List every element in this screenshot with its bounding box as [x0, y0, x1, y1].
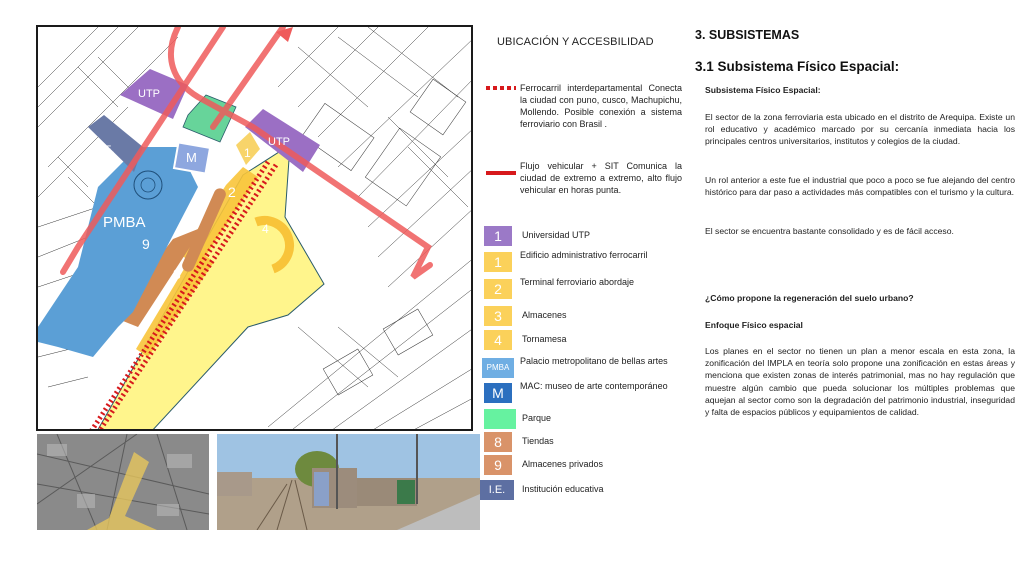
legend-swatch: 4 — [484, 330, 512, 350]
subsection-heading: Subsistema Físico Espacial: — [705, 85, 821, 95]
legend-item — [484, 358, 694, 378]
legend-title: UBICACIÓN Y ACCESBILIDAD — [497, 36, 654, 48]
label-utp-left: UTP — [138, 88, 160, 100]
site-map — [36, 25, 473, 431]
label-1: 1 — [244, 146, 251, 160]
legend-swatch — [484, 409, 516, 429]
legend-road — [486, 160, 682, 212]
label-8: 8 — [198, 196, 206, 212]
label-pmba: PMBA — [103, 214, 146, 231]
label-ie: I.E. — [98, 144, 115, 156]
legend-label: Tornamesa — [522, 334, 567, 344]
legend-label: Institución educativa — [522, 484, 604, 494]
legend-label: Parque — [522, 413, 552, 423]
paragraph-2: Un rol anterior a este fue el industrial que poco a poco se fue alejando del centro histórico para dar paso a actividades más compatibles con el turismo y la cultura. — [705, 175, 1015, 198]
legend-swatch: 1 — [484, 252, 512, 272]
legend-swatch: 9 — [484, 455, 512, 475]
legend-label: Tiendas — [522, 436, 554, 446]
label-2: 2 — [228, 184, 236, 200]
legend-item — [484, 409, 694, 429]
aerial-photo — [37, 434, 209, 530]
legend-item — [484, 330, 694, 350]
legend-rail — [486, 82, 682, 144]
approach-text: Los planes en el sector no tienen un plan a menor escala en esta zona, la zonificación del IMPLA en teoría solo propone una zonificación en estas áreas y menciona que existen zonas de interés patrimonial, mas no hay regulación que muestre algún cambio que pueda solucionar los múltiples problemas que aquejan al sector como son la degradación del patrimonio industrial, inseguridad y falta de espacios públicos y equipamientos de calidad. — [705, 346, 1015, 418]
legend-label: Terminal ferroviario abordaje — [520, 277, 635, 287]
label-9: 9 — [142, 236, 150, 252]
legend-label: Edificio administrativo ferrocarril — [520, 250, 648, 260]
legend-item — [484, 306, 694, 326]
street-photo — [217, 434, 480, 530]
solid-red-line-icon — [486, 171, 516, 175]
legend-label: Almacenes privados — [522, 459, 604, 469]
legend-swatch: M — [484, 383, 512, 403]
label-3: 3 — [173, 266, 181, 282]
legend-item — [484, 226, 694, 246]
legend-item — [484, 432, 694, 452]
legend-rail-text: Ferrocarril interdepartamental Conecta la ciudad con puno, cusco, Machupichu, Mollendo. Posible conexión a sistema ferroviario con Brasil . — [520, 83, 682, 129]
section-subtitle: 3.1 Subsistema Físico Espacial: — [695, 59, 900, 74]
label-mac: M — [186, 150, 197, 165]
legend-swatch: 2 — [484, 279, 512, 299]
legend-swatch: PMBA — [482, 358, 514, 378]
legend-label: MAC: museo de arte contemporáneo — [520, 381, 668, 391]
legend-item — [484, 455, 694, 475]
legend-label: Palacio metropolitano de bellas artes — [520, 356, 668, 366]
legend-road-text: Flujo vehicular + SIT Comunica la ciudad de extremo a extremo, alto flujo vehicular en horas punta. — [520, 161, 682, 195]
question-heading: ¿Cómo propone la regeneración del suelo urbano? — [705, 293, 914, 303]
legend-item — [484, 279, 694, 299]
legend-item — [484, 252, 694, 272]
map-canvas — [38, 27, 473, 431]
legend-swatch: 8 — [484, 432, 512, 452]
legend-swatch: 3 — [484, 306, 512, 326]
legend-item — [484, 480, 694, 500]
label-utp-right: UTP — [268, 136, 290, 148]
paragraph-3: El sector se encuentra bastante consolidado y es de fácil acceso. — [705, 226, 954, 236]
paragraph-1: El sector de la zona ferroviaria esta ubicado en el distrito de Arequipa. Existe un rol educativo y académico marcado por su cercanía inmediata hacia los principales centros universitarios, institutos y colegios de la ciudad. — [705, 112, 1015, 147]
dashed-red-line-icon — [486, 86, 516, 90]
section-title: 3. SUBSISTEMAS — [695, 28, 800, 42]
legend-item — [484, 383, 694, 403]
legend-label: Almacenes — [522, 310, 567, 320]
legend-swatch: 1 — [484, 226, 512, 246]
label-4: 4 — [262, 222, 269, 236]
legend-swatch: I.E. — [480, 480, 514, 500]
approach-heading: Enfoque Físico espacial — [705, 320, 803, 330]
legend-label: Universidad UTP — [522, 230, 591, 240]
